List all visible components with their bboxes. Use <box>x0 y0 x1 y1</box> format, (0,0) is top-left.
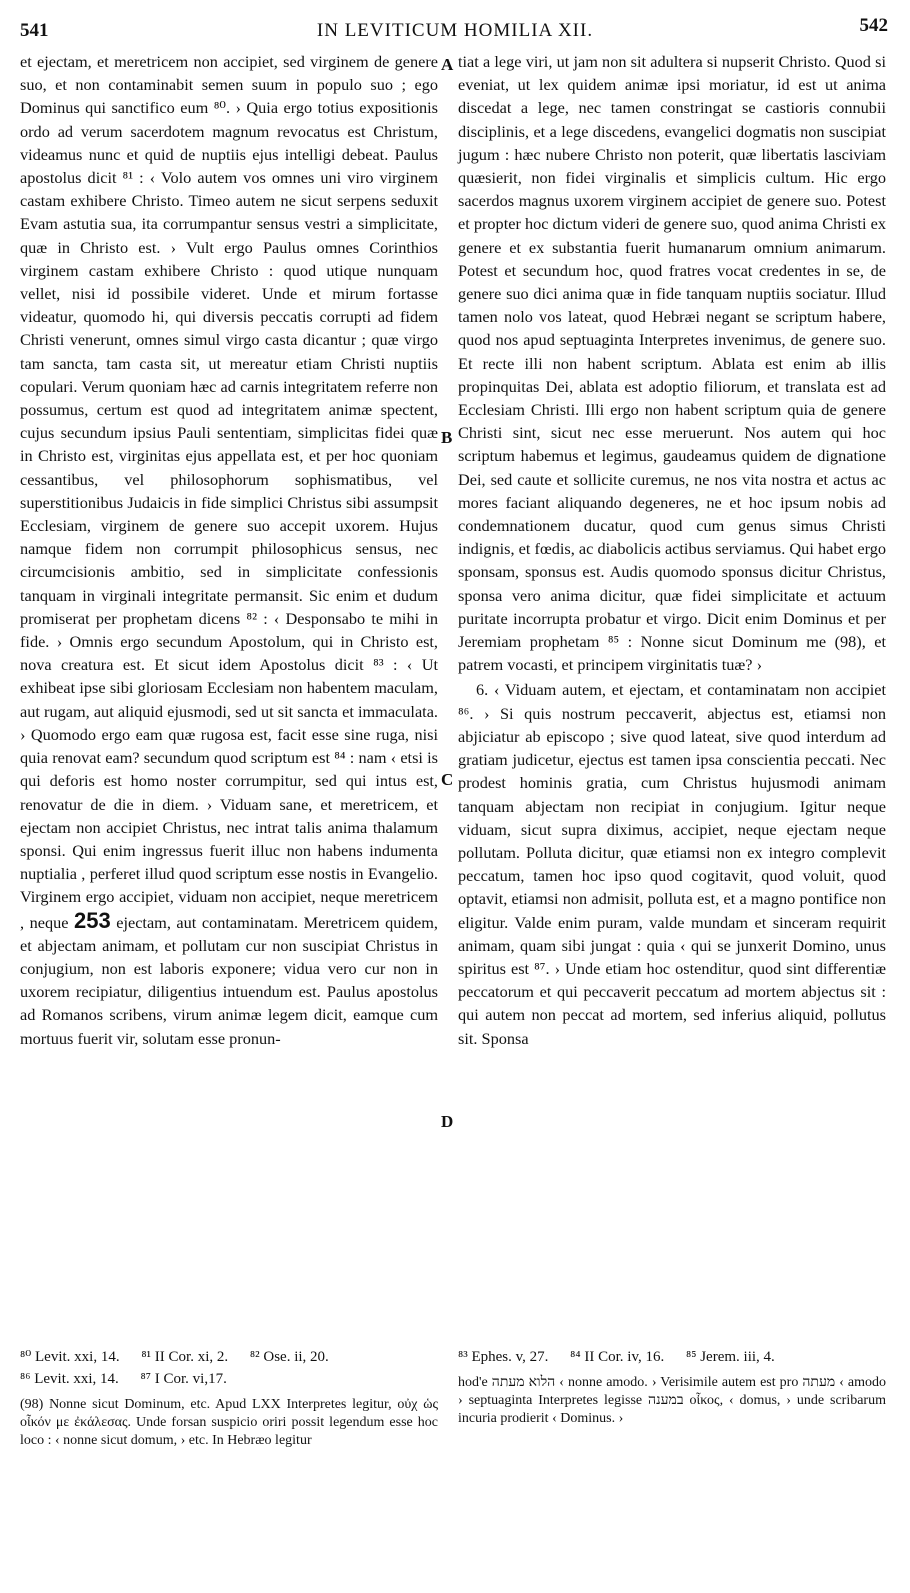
section-marker-d: D <box>441 1112 454 1131</box>
footnote-ref: ⁸⁶ Levit. xxi, 14. <box>20 1371 119 1387</box>
left-column-text <box>20 50 438 1050</box>
page-number-left: 541 <box>20 20 49 41</box>
footnote-ref: ⁸⁵ Jerem. iii, 4. <box>686 1349 775 1365</box>
section-marker-c: C <box>441 770 454 789</box>
editorial-note-98-continued: hod'e הלוא מעתה ‹ nonne amodo. › Verisimile autem est pro מעתה ‹ amodo › septuaginta Interpretes legisse במענה οἶκος, ‹ domus, › unde scribarum incuria prodierit ‹ Dominus. › <box>458 1375 886 1426</box>
right-paragraph-1: tiat a lege viri, ut jam non sit adultera si nupserit Christo. Quod si eveniat, ut lex quidem animæ ipsi moriatur, id est ut anima discedat a lege, nec tamen constringat se castioris connubii disciplinis, et a lege discedens, evangelici dogmatis non suscipiat jugum : hæc nubere Christo non poterit, quæ libertatis lasciviam quæsierit, non fidei virginalis et simplicis cultum. Hic ergo sacerdos magnus uxorem virginem accipiet de genere suo. Potest et propter hoc dictum videri de genere suo, quod anima Christi ex genere et ex substantia fuerit humanarum omnium animarum. Potest et secundum hoc, quod fratres vocat credentes in se, de genere suo dici anima quæ in fide tanquam nuptiis sociatur. Illud tamen nolo vos lateat, quod Hebræi negant se scriptum habere, quod nos apud septuaginta Interpretes invenimus, de genere suo. Et recte illi non habent scriptum. Ablata est enim ab illis propinquitas Dei, ablata est adoptio filiorum, et translata est ad Ecclesiam Christi. Illi ergo non habent scriptum quia de genere Christi sint, sicut nec esse meruerunt. Nos autem qui hoc scriptum habemus et legimus, gaudeamus quidem de dignatione Dei, sed caute et sollicite curemus, ne nos vita nostra et actus ac mores faciant aliquando degeneres, ne et hoc ipsum nobis ad condemnationem ducatur, quod cum genus simus Christi indignis, et fœdis, ac diabolicis actibus serviamus. Qui habet ergo sponsam, sponsus est. Audis quomodo sponsus dicitur Christus, sponsa vero anima dicitur, quæ fidei simplicitate et actuum puritate incorrupta probatur et virgo. Dicit enim Dominus et per Jeremiam prophetam ⁸⁵ : Nonne sicut Dominum me (98), et patrem vocasti, et principem virginitatis tuæ? › <box>458 52 886 675</box>
editorial-note-98: (98) Nonne sicut Dominum, etc. Apud LXX Interpretes legitur, οὐχ ὡς οἶκόν με ἐκάλεσας. Unde forsan suspicio oriri possit legendum esse hoc loco : ‹ nonne sicut domum, › etc. In Hebræo legitur <box>20 1397 438 1448</box>
footnote-ref: ⁸⁰ Levit. xxi, 14. <box>20 1349 120 1365</box>
footnote-refs-row-2 <box>20 1370 438 1388</box>
right-column <box>458 50 886 1050</box>
footnote-ref: ⁸⁷ I Cor. vi,17. <box>140 1371 227 1387</box>
section-marker-b: B <box>441 428 453 447</box>
footnote-ref: ⁸³ Ephes. v, 27. <box>458 1349 549 1365</box>
footnote-refs-row-1 <box>20 1348 438 1366</box>
footnote-refs-row-right <box>458 1348 886 1366</box>
left-column <box>20 50 438 1050</box>
footnotes-left <box>20 1348 438 1450</box>
page-number-right: 542 <box>859 15 888 36</box>
right-paragraph-2: 6. ‹ Viduam autem, et ejectam, et contaminatam non accipiet ⁸⁶. › Si quis nostrum peccaverit, abjectus est, etiamsi non abjiciatur ab episcopo ; sive quod lateat, sive quod interdum ad gratiam judicetur, ejectus est tamen ipsa conscientia peccati. Nec prodest hominis gratia, cum Christus hujusmodi animam tanquam abjectam non recipiat in conjugium. Igitur neque viduam, sicut supra diximus, accipiet, neque ejectam neque pollutam. Polluta dicitur, quæ etiamsi non ex integro complevit peccatum, tamen hoc ipso quod cogitavit, quod voluit, quod optavit, etiamsi non admisit, polluta est, et a magno pontifice non eligitur. Valde enim puram, valde mundam et sinceram requirit animam, quam sibi jungat : quia ‹ qui se junxerit Domino, unus spiritus est ⁸⁷. › Unde etiam hoc ostenditur, quod sint differentiæ peccatorum et qui peccaverit peccatum ad mortem abjectus sit : qui autem non peccat ad mortem, sed inferius aliquid, pollutus sit. Sponsa <box>458 680 886 1048</box>
edition-page-number: 253 <box>73 907 111 933</box>
footnote-ref: ⁸¹ II Cor. xi, 2. <box>141 1349 229 1365</box>
footnote-ref: ⁸² Ose. ii, 20. <box>249 1349 329 1365</box>
left-paragraph-main: et ejectam, et meretricem non accipiet, sed virginem de genere suo, et non contaminabit semen suum in populo suo ; ego Dominus qui sanctifico eum ⁸⁰. › Quia ergo totius expositionis ordo ad verum sacerdotem magnum revocatus est Christum, videamus nunc et quid de nuptiis ejus intelligi debeat. Paulus apostolus dicit ⁸¹ : ‹ Volo autem vos omnes uni viro virginem castam exhibere Christo. Timeo autem ne sicut serpens seduxit Evam astutia sua, ita corrumpantur sensus vestri a simplicitate, quæ in Christo est. › Vult ergo Paulus omnes Corinthios virginem castam exhibere Christo : quod utique nunquam vellet, nisi id possibile videret. Unde et mirum fortasse videatur, quomodo hi, qui diversis peccatis corrupti ad fidem Christi venerunt, omnes simul virgo casta dicantur ; quæ virgo tam sancta, tam casta sit, ut mereatur etiam Christi nuptiis copulari. Verum quoniam hæc ad carnis integritatem referre non possumus, certum est quod ad integritatem animæ spectent, cujus secundum ipsius Pauli sententiam, simplicitas fidei quæ in Christo est, virginitas ejus appellata est, et per hoc quoniam cessantibus, vel philosophorum sophismatibus, vel superstitionibus Judaicis in fide simplici Christus sibi assumpsit Ecclesiam, virginem de genere suo accepit uxorem. Hujus namque fidem non corrumpit philosophicus sensus, nec circumcisionis ambitio, sed in simplicitate confessionis tanquam in virginali integritate permansit. Sic enim et dudum promiserat per prophetam dicens ⁸² : ‹ Desponsabo te mihi in fide. › Omnis ergo secundum Apostolum, qui in Christo est, nova creatura est. Et sicut idem Apostolus dicit ⁸³ : ‹ Ut exhibeat ipse sibi gloriosam Ecclesiam non habentem maculam, aut rugam, aut aliquid ejusmodi, sed ut sit sancta et immaculata. › Quomodo ergo eam quæ rugosa est, facit esse sine ruga, nisi quia renovat eam? secundum quod scriptum est ⁸⁴ : nam ‹ etsi is qui deforis est homo noster corrumpitur, sed qui intus est, renovatur de die in diem. › Viduam sane, et meretricem, et ejectam non accipiet Christus, nec intrat talis anima thalamum sponsi. Qui enim ingressus fuerit illuc non habens indumenta nuptialia , perferet illud quod scriptum esse nostis in Evangelio. Virginem ergo accipiet, viduam non accipiet, neque meretricem , neque <box>20 52 438 932</box>
footnote-ref: ⁸⁴ II Cor. iv, 16. <box>570 1349 665 1365</box>
footnotes-right <box>458 1348 886 1428</box>
running-header <box>0 0 910 48</box>
section-marker-a: A <box>441 55 454 74</box>
left-paragraph-end: ejectam, aut contaminatam. Meretricem quidem, et abjectam animam, et pollutam cur non suscipiat Christus in conjugium, non est laboris exponere; vidua vero cur non in uxorem recipiatur, diligentius intuendum est. Paulus apostolus ad Romanos scribens, virum animæ legem dicit, eamque cum mortuus fuerit vir, solutam esse pronun- <box>20 912 438 1048</box>
running-title: IN LEVITICUM HOMILIA XII. <box>316 20 594 41</box>
